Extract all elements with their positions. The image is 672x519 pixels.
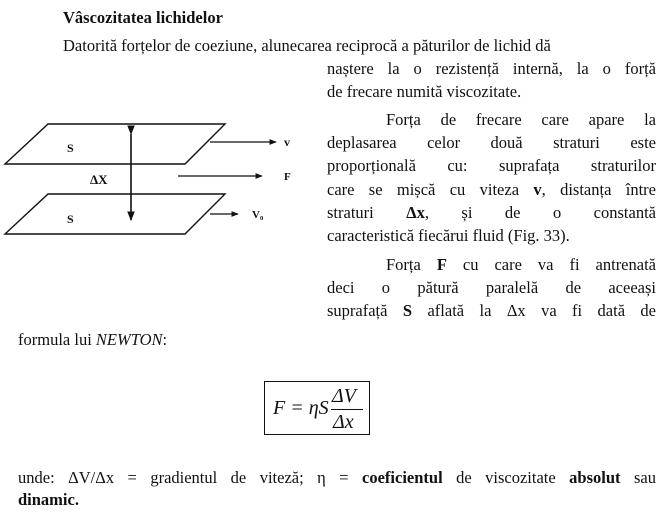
para2-line1: Forța de frecare care apare la: [386, 110, 656, 129]
footer-line1: unde: ΔV/Δx = gradientul de viteză; η = coeficientul de viscozitate absolut sau: [18, 468, 656, 487]
footer-line2: dinamic.: [18, 490, 79, 509]
para2-line6: caracteristică fiecărui fluid (Fig. 33).: [327, 226, 570, 245]
bottom-plate: [5, 194, 225, 234]
para2-line3: proporțională cu: suprafața straturilor: [327, 156, 656, 175]
formula-denominator: Δx: [333, 411, 354, 433]
formula-lhs: F = ηS: [273, 397, 329, 419]
para3-line1: Forța F cu care va fi antrenată: [386, 255, 656, 274]
v0-label: V₀: [252, 209, 264, 221]
top-plate: [5, 124, 225, 164]
fraction-bar: [331, 409, 363, 410]
para2-line2: deplasarea celor două straturi este: [327, 133, 656, 152]
para3-line3: suprafață S aflată la Δx va fi dată de: [327, 301, 657, 320]
viscosity-plates-figure: [0, 118, 320, 268]
para1-line1: Datorită forțelor de coeziune, alunecarea reciprocă a păturilor de lichid dă: [63, 36, 551, 55]
top-plate-label: S: [67, 141, 74, 155]
formula-numerator: ΔV: [332, 385, 356, 407]
v-label: v: [284, 135, 290, 149]
F-label: F: [284, 171, 291, 183]
newton-formula-box: [264, 381, 370, 435]
para3-line2: deci o pătură paralelă de aceeași: [327, 278, 656, 297]
para1-line3: de frecare numită viscozitate.: [327, 82, 522, 101]
para3-line4: formula lui NEWTON:: [18, 330, 168, 349]
bottom-plate-label: S: [67, 212, 74, 226]
section-title: Vâscozitatea lichidelor: [63, 8, 223, 27]
para2-line4: care se mișcă cu viteza v, distanța între: [327, 180, 656, 199]
gap-label: ΔX: [90, 172, 108, 187]
para1-line2: naștere la o rezistență internă, la o forță: [327, 59, 656, 78]
para2-line5: straturi Δx, și de o constantă: [327, 203, 656, 222]
